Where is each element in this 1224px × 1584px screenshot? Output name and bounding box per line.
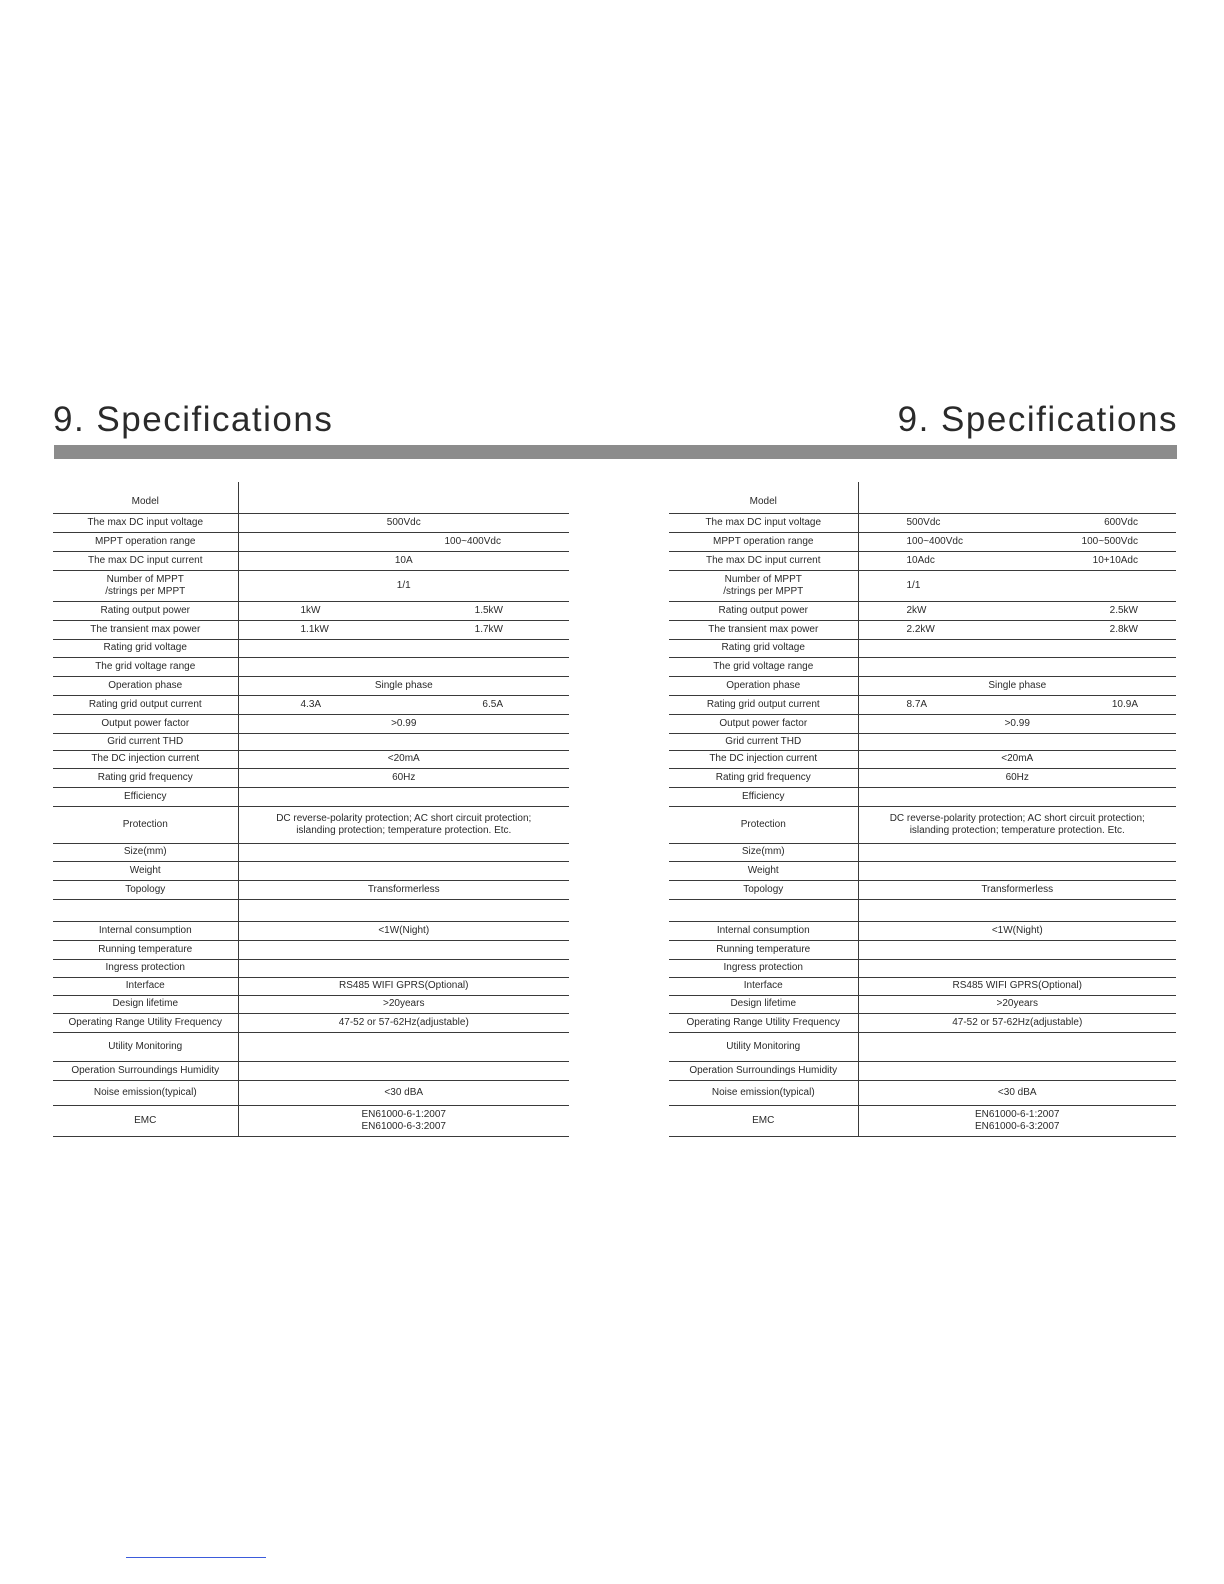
spec-value [238,1032,569,1061]
spec-label: Internal consumption [53,921,238,940]
spec-label: EMC [53,1105,238,1136]
spec-row-mppt-operation-range [53,532,569,551]
spec-label: Noise emission(typical) [53,1080,238,1105]
spec-value [238,657,569,676]
spec-label: Rating grid output current [669,695,858,714]
spec-value: 4.3A [300,698,322,710]
spec-value: 8.7A [906,698,928,710]
spec-value: 100~400Vdc [238,532,569,551]
spec-value [238,787,569,806]
spec-label: Model [53,482,238,513]
spec-row-size-mm [53,843,569,861]
spec-table-left [53,482,569,1137]
spec-value: 47-52 or 57-62Hz(adjustable) [238,1013,569,1032]
spec-value: >20years [238,995,569,1013]
spec-label: The max DC input voltage [669,513,858,532]
spec-table-right [669,482,1176,1137]
spec-label: The DC injection current [53,750,238,768]
spec-row-operation-phase [53,676,569,695]
spec-row-rating-grid-voltage [669,639,1176,657]
spec-row-rating-grid-output-current [53,695,569,714]
spec-row-running-temperature [669,940,1176,959]
spec-value-pair [238,620,569,639]
spec-label: The grid voltage range [669,657,858,676]
spec-value: <20mA [858,750,1176,768]
spec-value: <30 dBA [238,1080,569,1105]
spec-label: Topology [669,880,858,899]
spec-label [669,899,858,921]
spec-value: 1/1 [906,579,921,591]
spec-row-operating-range-utility-frequency [53,1013,569,1032]
spec-row-internal-consumption [669,921,1176,940]
spec-value [238,843,569,861]
spec-label: Operation phase [669,676,858,695]
spec-label: Internal consumption [669,921,858,940]
spec-value: <20mA [238,750,569,768]
spec-value: 1.5kW [474,604,503,616]
spec-value-pair [858,513,1176,532]
page-title-right: 9. Specifications [897,400,1178,439]
spec-value [238,861,569,880]
spec-row-model [669,482,1176,513]
spec-value: RS485 WIFI GPRS(Optional) [238,977,569,995]
spec-value: 10+10Adc [1092,554,1138,566]
spec-row-rating-grid-frequency [669,768,1176,787]
footer-link-underline [126,1557,266,1558]
spec-value: 47-52 or 57-62Hz(adjustable) [858,1013,1176,1032]
spec-label: Model [669,482,858,513]
spec-row-noise-emission-typical [669,1080,1176,1105]
spec-value [858,733,1176,750]
spec-label: Grid current THD [669,733,858,750]
spec-value: DC reverse-polarity protection; AC short circuit protection; islanding protection; temperature protection. Etc. [238,806,569,843]
spec-row-efficiency [53,787,569,806]
spec-row-the-transient-max-power [53,620,569,639]
spec-row-blank [669,899,1176,921]
spec-label: The max DC input current [669,551,858,570]
spec-row-output-power-factor [53,714,569,733]
spec-value: 600Vdc [1104,516,1138,528]
spec-value: 100~500Vdc [1081,535,1138,547]
spec-label: Weight [669,861,858,880]
spec-label: Number of MPPT /strings per MPPT [669,570,858,601]
spec-row-design-lifetime [53,995,569,1013]
spec-value: <1W(Night) [238,921,569,940]
spec-label: Output power factor [669,714,858,733]
spec-label: EMC [669,1105,858,1136]
spec-label: MPPT operation range [53,532,238,551]
spec-label: The max DC input voltage [53,513,238,532]
spec-row-ingress-protection [669,959,1176,977]
spec-row-size-mm [669,843,1176,861]
spec-value: >0.99 [858,714,1176,733]
spec-label: The transient max power [669,620,858,639]
spec-value-pair [858,601,1176,620]
spec-label [53,899,238,921]
spec-value: 6.5A [482,698,503,710]
spec-row-utility-monitoring [669,1032,1176,1061]
spec-row-rating-grid-voltage [53,639,569,657]
spec-value: 10A [238,551,569,570]
spec-label: Rating grid frequency [53,768,238,787]
spec-label: Protection [669,806,858,843]
spec-value: 2.8kW [1109,623,1138,635]
spec-row-weight [53,861,569,880]
page-title-left: 9. Specifications [53,400,334,439]
spec-row-operation-phase [669,676,1176,695]
spec-value [238,959,569,977]
spec-row-protection [669,806,1176,843]
spec-value: <30 dBA [858,1080,1176,1105]
spec-value-pair [858,570,1176,601]
spec-value-pair [858,620,1176,639]
spec-value: DC reverse-polarity protection; AC short circuit protection; islanding protection; temperature protection. Etc. [858,806,1176,843]
spec-value [238,940,569,959]
spec-value: >0.99 [238,714,569,733]
spec-row-topology [669,880,1176,899]
spec-row-grid-current-thd [53,733,569,750]
spec-value [858,940,1176,959]
spec-row-model [53,482,569,513]
spec-value [858,899,1176,921]
spec-value: 60Hz [858,768,1176,787]
spec-row-operation-surroundings-humidity [669,1061,1176,1080]
spec-label: Utility Monitoring [53,1032,238,1061]
spec-label: Rating output power [53,601,238,620]
spec-label: Running temperature [53,940,238,959]
spec-value [238,1061,569,1080]
spec-row-rating-output-power [53,601,569,620]
spec-row-emc [669,1105,1176,1136]
spec-label: Rating grid voltage [53,639,238,657]
spec-value [858,657,1176,676]
spec-row-blank [53,899,569,921]
spec-label: Operation phase [53,676,238,695]
spec-label: Efficiency [669,787,858,806]
spec-value: 1kW [300,604,321,616]
spec-row-ingress-protection [53,959,569,977]
spec-value-pair [238,601,569,620]
spec-row-operating-range-utility-frequency [669,1013,1176,1032]
spec-value: >20years [858,995,1176,1013]
spec-row-noise-emission-typical [53,1080,569,1105]
spec-label: Operation Surroundings Humidity [53,1061,238,1080]
spec-value: 10.9A [1111,698,1138,710]
spec-label: Operating Range Utility Frequency [53,1013,238,1032]
spec-value: RS485 WIFI GPRS(Optional) [858,977,1176,995]
spec-label: Topology [53,880,238,899]
spec-label: Design lifetime [669,995,858,1013]
spec-row-the-max-dc-input-voltage [669,513,1176,532]
spec-row-the-grid-voltage-range [53,657,569,676]
spec-value: Transformerless [858,880,1176,899]
spec-label: Ingress protection [53,959,238,977]
spec-value [858,639,1176,657]
spec-label: Size(mm) [53,843,238,861]
spec-value [858,843,1176,861]
spec-label: Rating grid output current [53,695,238,714]
spec-row-the-dc-injection-current [53,750,569,768]
spec-value: 2kW [906,604,927,616]
spec-value [238,733,569,750]
spec-row-efficiency [669,787,1176,806]
spec-label: The max DC input current [53,551,238,570]
spec-label: The transient max power [53,620,238,639]
spec-value: 1.7kW [474,623,503,635]
spec-value-pair [858,532,1176,551]
spec-label: Running temperature [669,940,858,959]
spec-row-running-temperature [53,940,569,959]
spec-value: 1.1kW [300,623,329,635]
spec-value [858,787,1176,806]
spec-value-pair [858,551,1176,570]
spec-row-internal-consumption [53,921,569,940]
spec-value: EN61000-6-1:2007 EN61000-6-3:2007 [858,1105,1176,1136]
spec-value: 500Vdc [906,516,941,528]
spec-label: Utility Monitoring [669,1032,858,1061]
spec-row-rating-grid-output-current [669,695,1176,714]
spec-value: Single phase [238,676,569,695]
spec-row-number-of-mppt-strings-per-mppt [53,570,569,601]
spec-value: <1W(Night) [858,921,1176,940]
spec-value: 60Hz [238,768,569,787]
header-bar [54,445,1177,459]
spec-label: Grid current THD [53,733,238,750]
spec-label: Protection [53,806,238,843]
spec-row-weight [669,861,1176,880]
spec-value: 500Vdc [238,513,569,532]
spec-value: 1/1 [238,570,569,601]
spec-row-protection [53,806,569,843]
spec-label: Rating output power [669,601,858,620]
spec-label: Operation Surroundings Humidity [669,1061,858,1080]
spec-row-the-dc-injection-current [669,750,1176,768]
spec-row-grid-current-thd [669,733,1176,750]
spec-value [858,1061,1176,1080]
spec-row-operation-surroundings-humidity [53,1061,569,1080]
spec-row-number-of-mppt-strings-per-mppt [669,570,1176,601]
spec-label: Ingress protection [669,959,858,977]
spec-value [238,482,569,513]
spec-row-interface [669,977,1176,995]
spec-row-utility-monitoring [53,1032,569,1061]
spec-value [238,639,569,657]
spec-label: The DC injection current [669,750,858,768]
spec-value-pair [238,695,569,714]
spec-row-topology [53,880,569,899]
spec-value [858,861,1176,880]
spec-value-pair [858,695,1176,714]
spec-row-rating-grid-frequency [53,768,569,787]
spec-label: Number of MPPT /strings per MPPT [53,570,238,601]
spec-value: EN61000-6-1:2007 EN61000-6-3:2007 [238,1105,569,1136]
spec-label: Rating grid voltage [669,639,858,657]
spec-row-rating-output-power [669,601,1176,620]
spec-label: The grid voltage range [53,657,238,676]
spec-row-the-grid-voltage-range [669,657,1176,676]
spec-row-design-lifetime [669,995,1176,1013]
spec-row-the-max-dc-input-voltage [53,513,569,532]
spec-label: Design lifetime [53,995,238,1013]
spec-value: 10Adc [906,554,935,566]
spec-value: Transformerless [238,880,569,899]
spec-label: Interface [669,977,858,995]
spec-label: Size(mm) [669,843,858,861]
spec-value [858,959,1176,977]
spec-label: Operating Range Utility Frequency [669,1013,858,1032]
spec-value [858,482,1176,513]
spec-row-output-power-factor [669,714,1176,733]
spec-value [238,899,569,921]
spec-row-the-max-dc-input-current [669,551,1176,570]
spec-row-the-max-dc-input-current [53,551,569,570]
spec-value: 2.2kW [906,623,935,635]
spec-row-the-transient-max-power [669,620,1176,639]
spec-label: Output power factor [53,714,238,733]
spec-label: MPPT operation range [669,532,858,551]
spec-row-interface [53,977,569,995]
spec-value: 2.5kW [1109,604,1138,616]
spec-label: Efficiency [53,787,238,806]
spec-label: Weight [53,861,238,880]
spec-value: Single phase [858,676,1176,695]
spec-value [858,1032,1176,1061]
spec-row-mppt-operation-range [669,532,1176,551]
spec-label: Interface [53,977,238,995]
spec-row-emc [53,1105,569,1136]
spec-value: 100~400Vdc [906,535,963,547]
spec-label: Rating grid frequency [669,768,858,787]
spec-label: Noise emission(typical) [669,1080,858,1105]
